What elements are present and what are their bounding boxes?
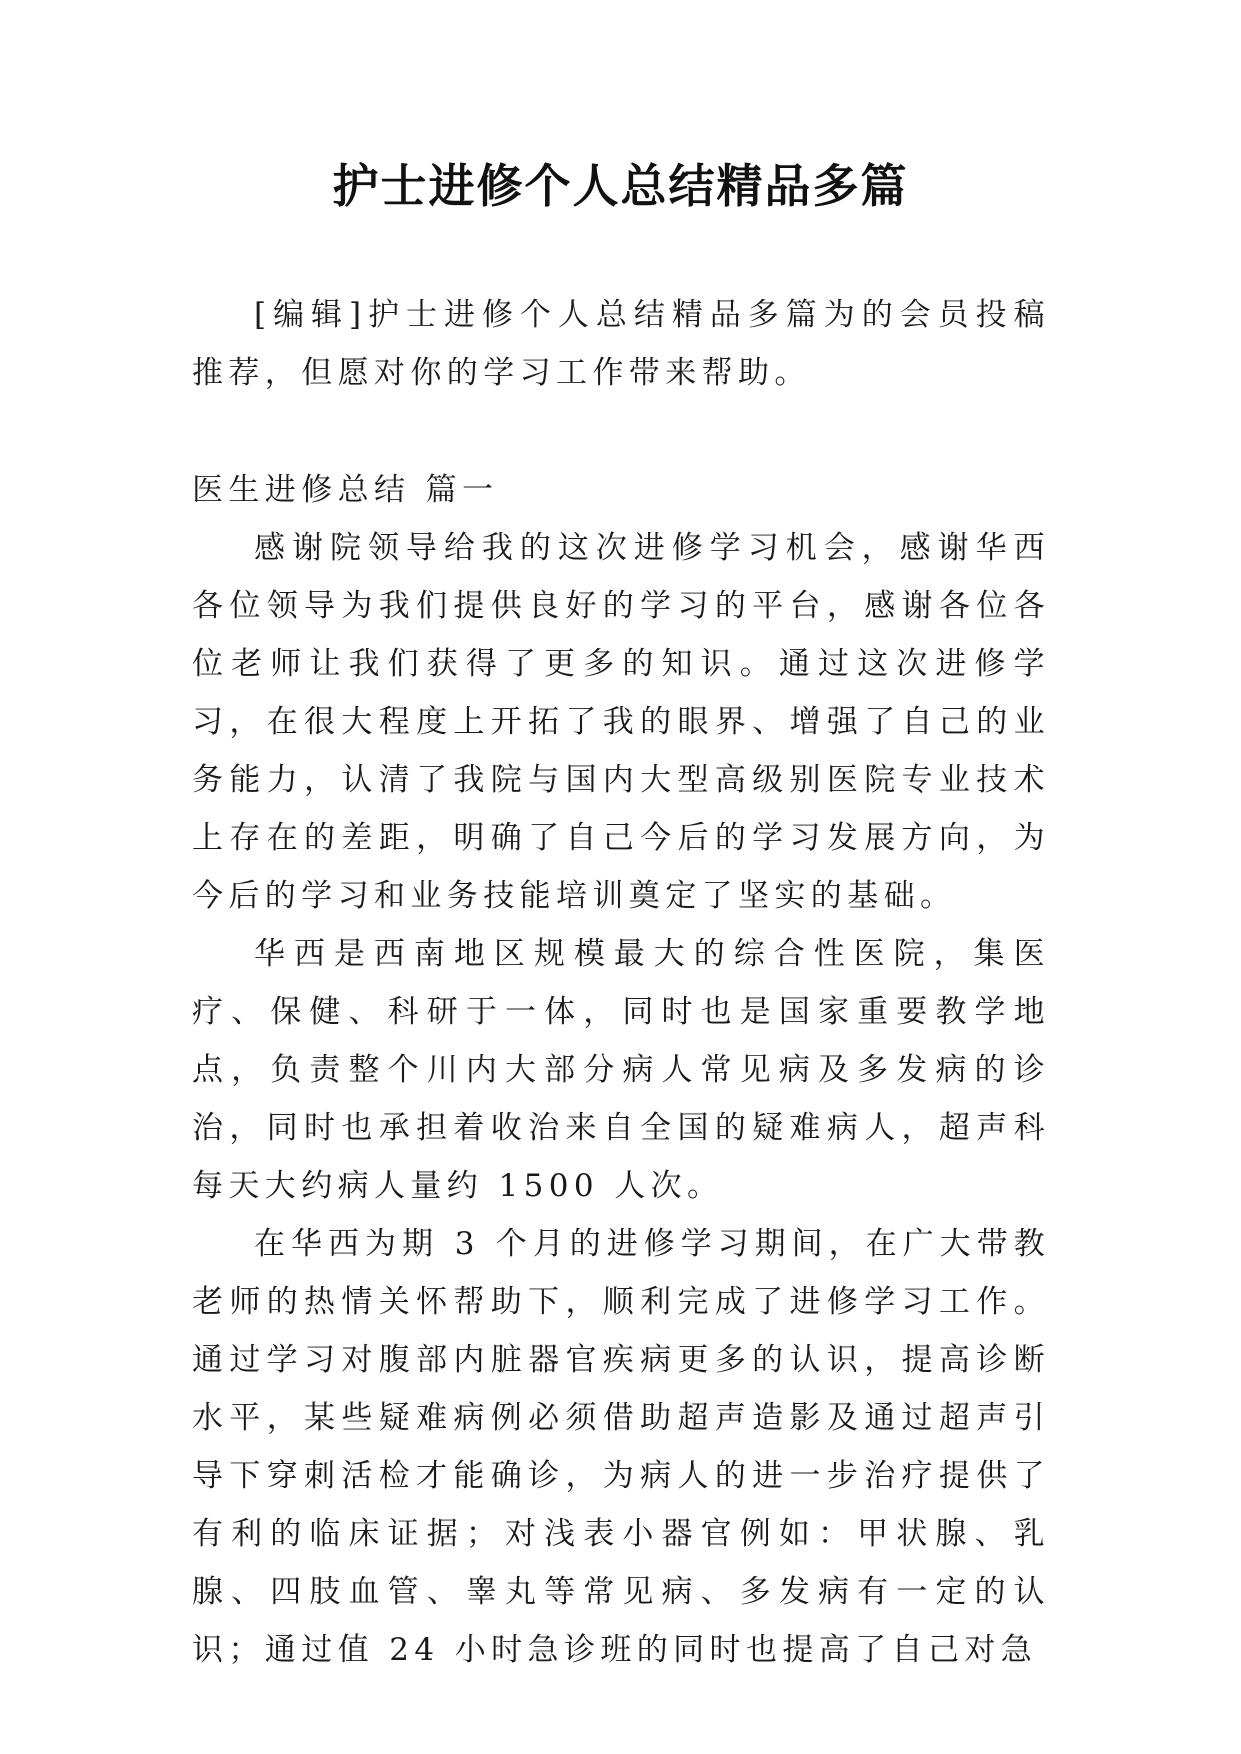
body-paragraph: 在华西为期 3 个月的进修学习期间，在广大带教老师的热情关怀帮助下，顺利完成了进修学习工作。通过学习对腹部内脏器官疾病更多的认识，提高诊断水平，某些疑难病例必须借助超声造影及通过超声引导下穿刺活检才能确诊，为病人的进一步治疗提供了有利的临床证据；对浅表小器官例如：甲状腺、乳腺、四肢血管、睾丸等常见病、多发病有一定的认识；通过值 24 小时急诊班的同时也提高了自己对急 (192, 1226, 1050, 1668)
body-block (192, 461, 1050, 1679)
intro-paragraph: [编辑]护士进修个人总结精品多篇为的会员投稿推荐，但愿对你的学习工作带来帮助。 (192, 297, 1050, 391)
intro-block (192, 286, 1050, 402)
document-title: 护士进修个人总结精品多篇 (332, 159, 909, 213)
body-paragraph: 华西是西南地区规模最大的综合性医院，集医疗、保健、科研于一体，同时也是国家重要教学地点，负责整个川内大部分病人常见病及多发病的诊治，同时也承担着收治来自全国的疑难病人，超声科每天大约病人量约 1500 人次。 (192, 936, 1050, 1204)
section-heading: 医生进修总结 篇一 (192, 472, 499, 508)
body-paragraph: 感谢院领导给我的这次进修学习机会，感谢华西各位领导为我们提供良好的学习的平台，感谢各位各位老师让我们获得了更多的知识。通过这次进修学习，在很大程度上开拓了我的眼界、增强了自己的业务能力，认清了我院与国内大型高级别医院专业技术上存在的差距，明确了自己今后的学习发展方向，为今后的学习和业务技能培训奠定了坚实的基础。 (192, 530, 1050, 914)
